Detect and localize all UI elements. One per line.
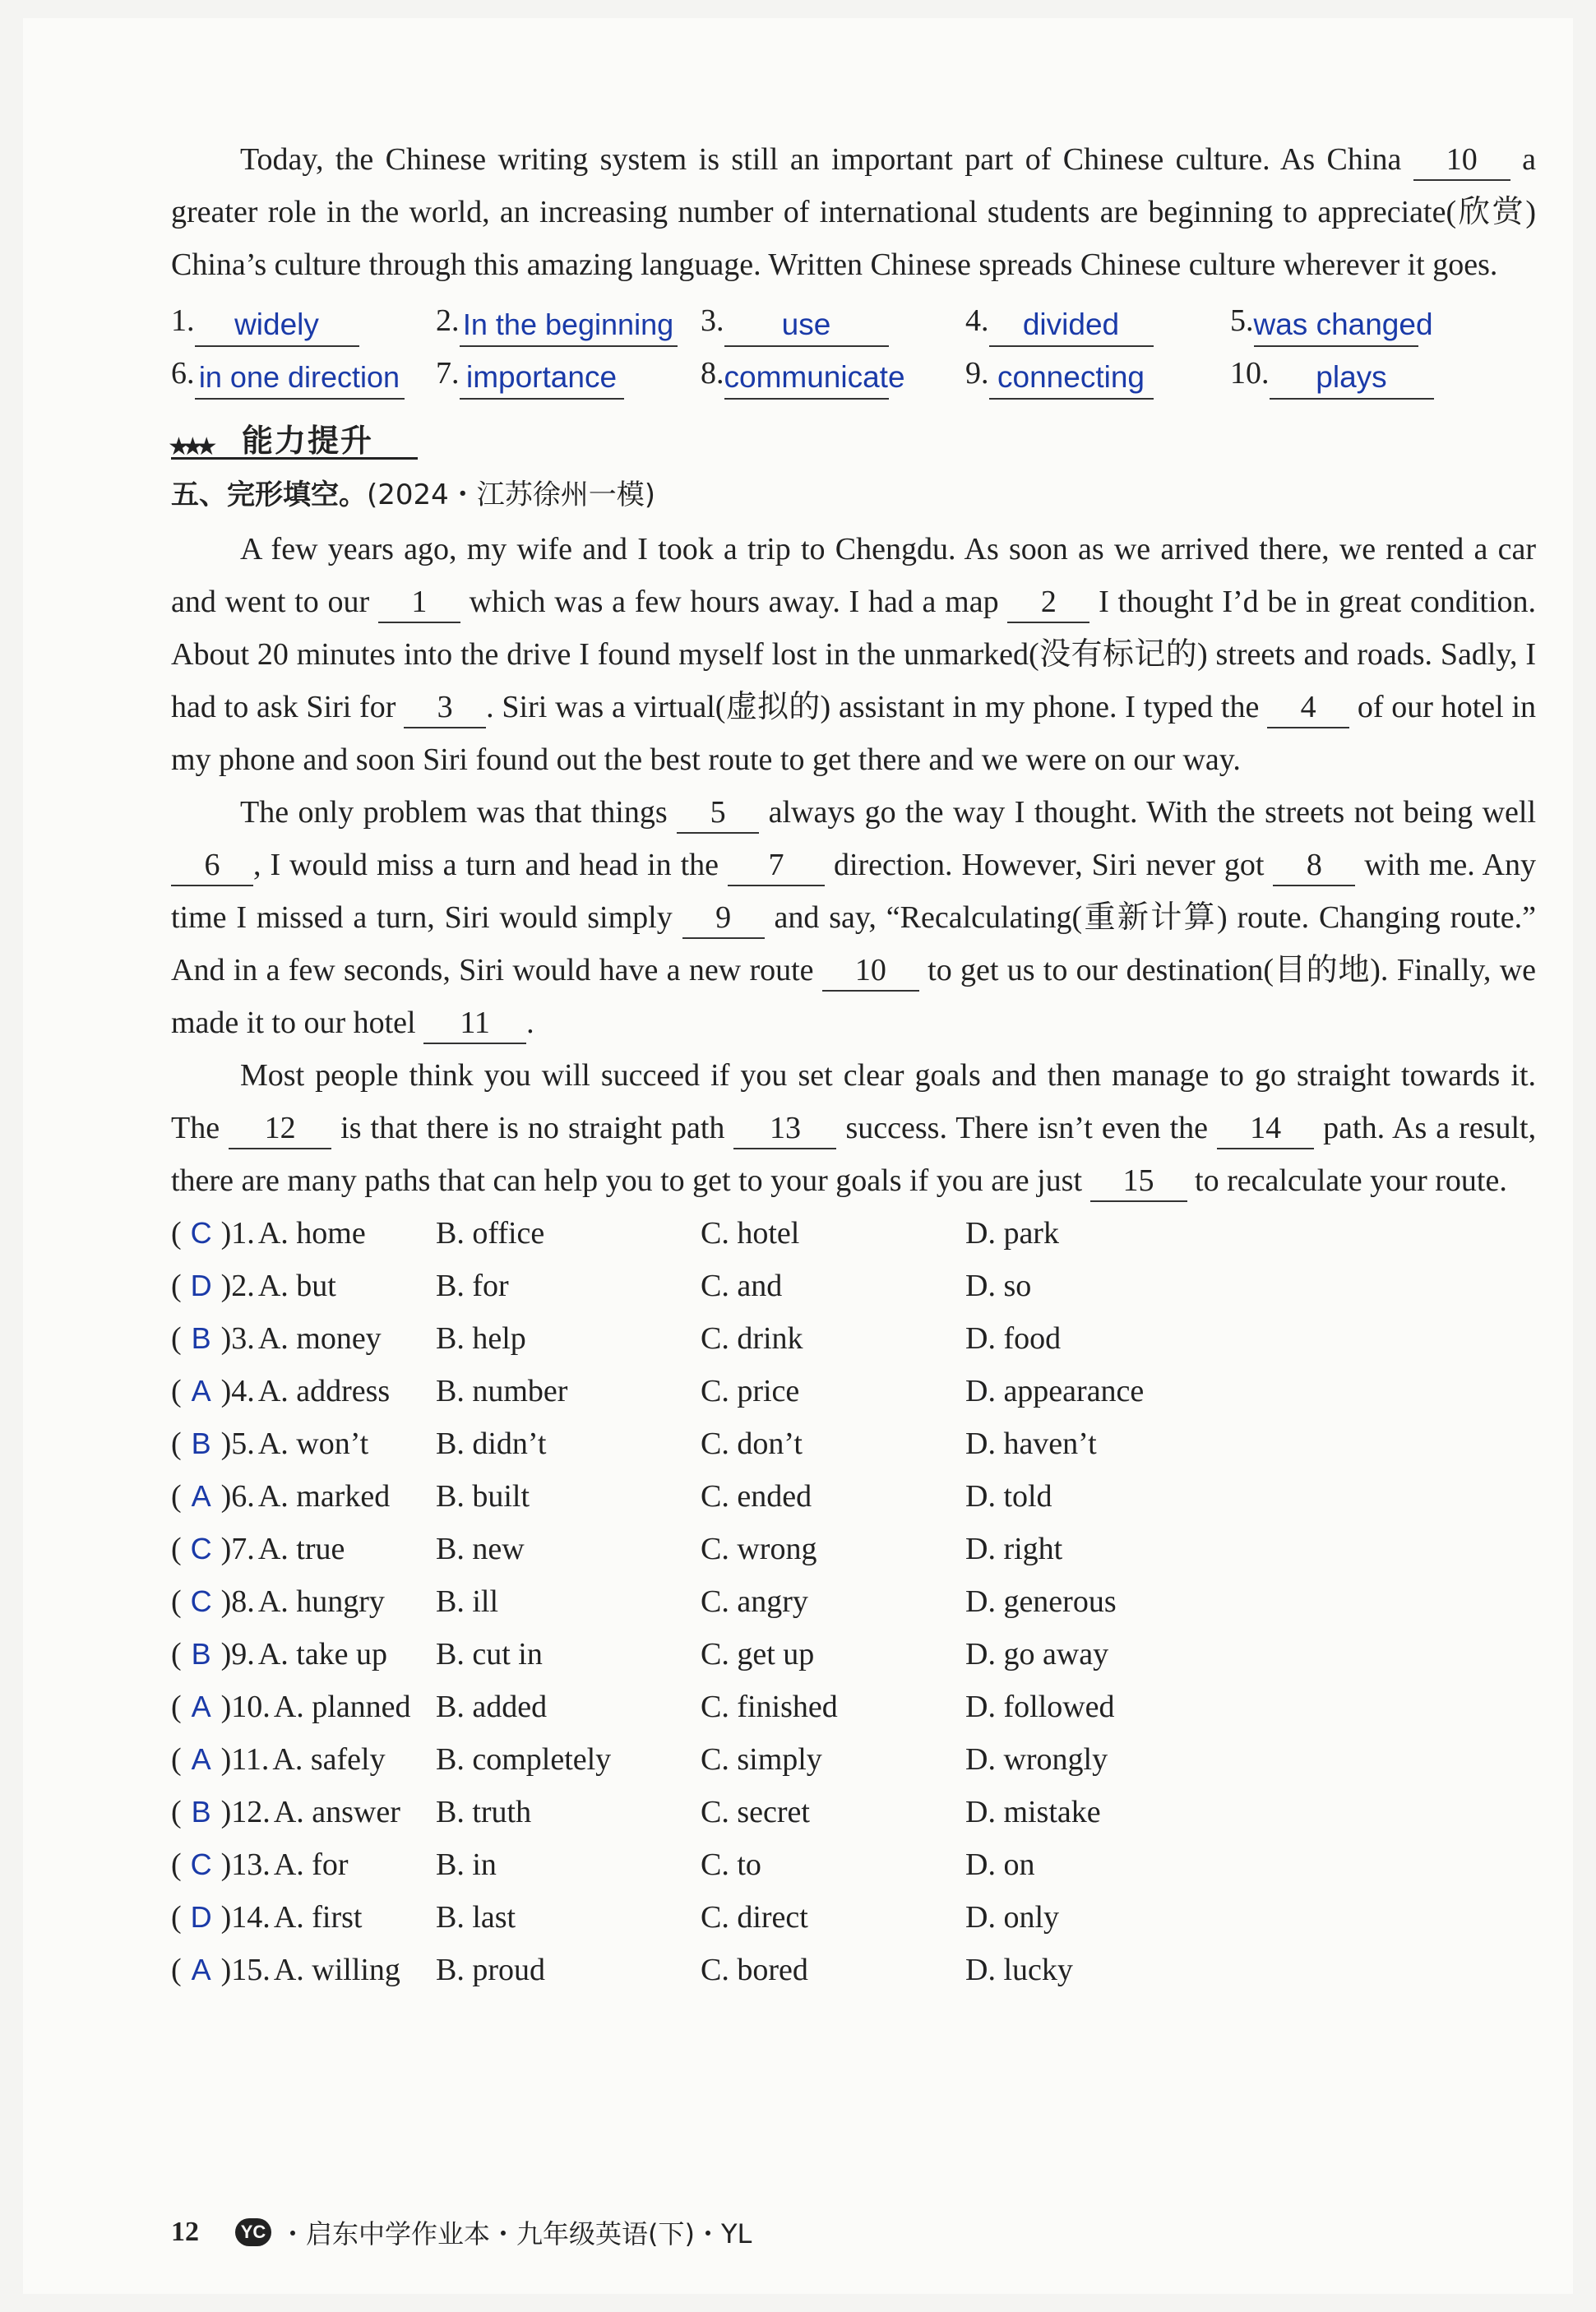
option-d: D. go away (965, 1637, 1109, 1672)
question-answer: D (190, 1900, 212, 1934)
blank-4: 4 (1267, 687, 1349, 728)
answer-row (171, 294, 1536, 347)
question-number: ( D )2. A. but (171, 1260, 436, 1312)
option-a: A. money (257, 1321, 382, 1356)
answer-value: In the beginning (460, 304, 678, 347)
option-c: C. drink (701, 1321, 803, 1356)
answer-item: 8. communicate (701, 347, 965, 400)
answer-value: communicate (724, 357, 889, 400)
cloze-paragraph-1: A few years ago, my wife and I took a trip to Chengdu. As soon as we arrived there, we rented a car and went to our 1 which was a few hours away. I had a map 2 I thought I’d be in great condition. About 20 minutes into the drive I found myself lost in the unmarked(没有标记的) streets and roads. Sadly, I had to ask Siri for 3 . Siri was a virtual(虚拟的) assistant in my phone. I typed the 4 of our hotel in my phone and soon Siri found out the best route to get there and we were on our way. (171, 532, 1537, 777)
question-number: ( C )1. A. home (171, 1207, 436, 1260)
star-icon: ★★★ (168, 433, 210, 460)
answer-value: widely (195, 304, 359, 347)
question-row (171, 1838, 1536, 1891)
section-underline (171, 457, 418, 460)
blank-1: 1 (378, 582, 460, 623)
answer-key (171, 294, 1536, 400)
option-a: A. but (257, 1269, 336, 1303)
option-d: D. wrongly (965, 1742, 1108, 1777)
blank-2: 2 (1007, 582, 1089, 623)
answer-item: 7. importance (436, 347, 701, 400)
option-a: A. safely (272, 1742, 386, 1777)
option-b: B. number (436, 1374, 568, 1408)
answer-item: 5. was changed (1230, 294, 1495, 347)
question-row (171, 1312, 1536, 1365)
answer-item: 1. widely (171, 294, 436, 347)
option-b: B. completely (436, 1742, 612, 1777)
question-number: ( A )11. A. safely (171, 1733, 436, 1786)
option-b: B. new (436, 1532, 525, 1566)
book-title: ・启东中学作业本・九年级英语(下)・YL (280, 2218, 752, 2250)
question-number: ( A )4. A. address (171, 1365, 436, 1417)
option-c: C. ended (701, 1479, 812, 1514)
option-a: A. marked (257, 1479, 391, 1514)
question-answer: B (191, 1795, 211, 1829)
option-a: A. hungry (257, 1584, 385, 1619)
blank-9: 9 (682, 898, 765, 939)
question-answer: A (191, 1479, 211, 1513)
page-number: 12 (171, 2217, 199, 2247)
question-row (171, 1944, 1536, 1996)
blank-15: 15 (1090, 1161, 1187, 1202)
option-d: D. lucky (965, 1953, 1073, 1987)
option-a: A. take up (257, 1637, 388, 1672)
worksheet-page (23, 18, 1573, 2294)
answer-item: 6. in one direction (171, 347, 436, 400)
option-d: D. park (965, 1216, 1059, 1251)
option-c: C. direct (701, 1900, 808, 1935)
question-row (171, 1260, 1536, 1312)
question-row (171, 1470, 1536, 1523)
answer-row (171, 347, 1536, 400)
option-b: B. last (436, 1900, 516, 1935)
option-d: D. only (965, 1900, 1059, 1935)
question-number: ( A )15. A. willing (171, 1944, 436, 1996)
answer-value: divided (989, 304, 1154, 347)
option-b: B. office (436, 1216, 545, 1251)
question-number: ( B )9. A. take up (171, 1628, 436, 1681)
part-title: 五、完形填空。(2024・江苏徐州一模) (171, 479, 656, 511)
option-c: C. hotel (701, 1216, 800, 1251)
option-c: C. finished (701, 1690, 838, 1724)
question-row (171, 1891, 1536, 1944)
question-number: ( A )6. A. marked (171, 1470, 436, 1523)
passage-text: Today, the Chinese writing system is still an important part of Chinese culture. As China (240, 142, 1402, 177)
option-a: A. first (273, 1900, 363, 1935)
option-d: D. told (965, 1479, 1052, 1514)
blank-10: 10 (822, 950, 919, 992)
option-a: A. answer (273, 1795, 400, 1829)
page-content (168, 133, 1537, 1996)
option-a: A. won’t (257, 1427, 369, 1461)
answer-value: importance (460, 357, 624, 400)
answer-value: plays (1270, 357, 1434, 400)
option-b: B. cut in (436, 1637, 543, 1672)
answer-value: was changed (1254, 304, 1418, 347)
option-c: C. to (701, 1847, 761, 1882)
question-row (171, 1575, 1536, 1628)
question-number: ( B )5. A. won’t (171, 1417, 436, 1470)
question-row (171, 1417, 1536, 1470)
option-d: D. right (965, 1532, 1063, 1566)
question-number: ( C )8. A. hungry (171, 1575, 436, 1628)
option-b: B. for (436, 1269, 509, 1303)
option-c: C. bored (701, 1953, 808, 1987)
question-answer: C (190, 1532, 212, 1565)
answer-value: in one direction (195, 357, 405, 400)
option-c: C. don’t (701, 1427, 803, 1461)
question-number: ( C )7. A. true (171, 1523, 436, 1575)
answer-value: connecting (989, 357, 1154, 400)
option-b: B. in (436, 1847, 497, 1882)
question-number: ( D )14. A. first (171, 1891, 436, 1944)
option-b: B. proud (436, 1953, 545, 1987)
cloze-paragraph-2: The only problem was that things 5 always go the way I thought. With the streets not being well 6 , I would miss a turn and head in the 7 direction. However, Siri never got 8 with me. Any time I missed a turn, Siri would simply 9 and say, “Recalculating(重新计算) route. Changing route.” And in a few seconds, Siri would have a new route 10 to get us to our destination(目的地). Finally, we made it to our hotel 11 . (171, 786, 1536, 1049)
blank-6: 6 (171, 845, 253, 886)
option-d: D. appearance (965, 1374, 1145, 1408)
section-title: 能力提升 (242, 423, 374, 459)
option-b: B. ill (436, 1584, 499, 1619)
question-answer: B (191, 1427, 211, 1460)
option-a: A. address (257, 1374, 391, 1408)
option-d: D. mistake (965, 1795, 1101, 1829)
option-b: B. truth (436, 1795, 532, 1829)
option-b: B. help (436, 1321, 526, 1356)
question-answer: C (190, 1216, 212, 1250)
question-row (171, 1523, 1536, 1575)
option-c: C. simply (701, 1742, 822, 1777)
section-header (168, 409, 1536, 467)
option-c: C. secret (701, 1795, 810, 1829)
part-source: (2024・江苏徐州一模) (367, 479, 656, 511)
question-answer: A (191, 1690, 211, 1723)
option-a: A. planned (273, 1690, 411, 1724)
option-b: B. built (436, 1479, 530, 1514)
answer-item: 9. connecting (965, 347, 1230, 400)
option-d: D. generous (965, 1584, 1117, 1619)
question-row (171, 1733, 1536, 1786)
question-number: ( B )3. A. money (171, 1312, 436, 1365)
question-answer: B (191, 1321, 211, 1355)
option-a: A. willing (273, 1953, 400, 1987)
answer-item: 4. divided (965, 294, 1230, 347)
passage-text: a greater role in the world, an increasing number of international students are beginning to appreciate(欣赏) China’s culture through this amazing language. Written Chinese spreads Chinese culture wherever it goes. (171, 142, 1536, 282)
question-row (171, 1365, 1536, 1417)
answer-item: 3. use (701, 294, 965, 347)
blank-3: 3 (404, 687, 486, 728)
blank-8: 8 (1273, 845, 1355, 886)
question-answer: C (190, 1584, 212, 1618)
question-row (171, 1681, 1536, 1733)
option-c: C. wrong (701, 1532, 817, 1566)
question-number: ( A )10. A. planned (171, 1681, 436, 1733)
blank-13: 13 (733, 1108, 836, 1149)
question-answer: A (191, 1374, 211, 1408)
question-answer: A (191, 1742, 211, 1776)
option-b: B. added (436, 1690, 548, 1724)
question-list (171, 1207, 1536, 1996)
option-c: C. and (701, 1269, 783, 1303)
question-answer: D (190, 1269, 212, 1302)
option-c: C. price (701, 1374, 800, 1408)
question-number: ( B )12. A. answer (171, 1786, 436, 1838)
answer-item: 2. In the beginning (436, 294, 701, 347)
blank-5: 5 (677, 793, 759, 834)
publisher-logo: YC (235, 2218, 271, 2246)
option-a: A. true (257, 1532, 345, 1566)
answer-item: 10. plays (1230, 347, 1495, 400)
option-c: C. get up (701, 1637, 815, 1672)
option-c: C. angry (701, 1584, 808, 1619)
option-a: A. home (257, 1216, 366, 1251)
option-d: D. followed (965, 1690, 1115, 1724)
question-answer: A (191, 1953, 211, 1986)
option-d: D. haven’t (965, 1427, 1097, 1461)
blank-11: 11 (423, 1003, 526, 1044)
question-answer: B (191, 1637, 211, 1671)
answer-value: use (724, 304, 889, 347)
page-footer (171, 2213, 752, 2251)
blank-7: 7 (728, 845, 825, 886)
passage-ending (171, 133, 1536, 291)
option-a: A. for (273, 1847, 349, 1882)
question-number: ( C )13. A. for (171, 1838, 436, 1891)
option-d: D. so (965, 1269, 1032, 1303)
option-d: D. on (965, 1847, 1035, 1882)
question-answer: C (190, 1847, 212, 1881)
option-b: B. didn’t (436, 1427, 547, 1461)
blank-12: 12 (229, 1108, 331, 1149)
blank-10: 10 (1413, 140, 1510, 181)
question-row (171, 1628, 1536, 1681)
question-row (171, 1207, 1536, 1260)
option-d: D. food (965, 1321, 1062, 1356)
cloze-paragraph-3: Most people think you will succeed if you set clear goals and then manage to go straight towards it. The 12 is that there is no straight path 13 success. There isn’t even the 14 path. As a result, there are many paths that can help you to get to your goals if you are just 15 to recalculate your route. (171, 1049, 1536, 1207)
question-row (171, 1786, 1536, 1838)
blank-14: 14 (1217, 1108, 1314, 1149)
